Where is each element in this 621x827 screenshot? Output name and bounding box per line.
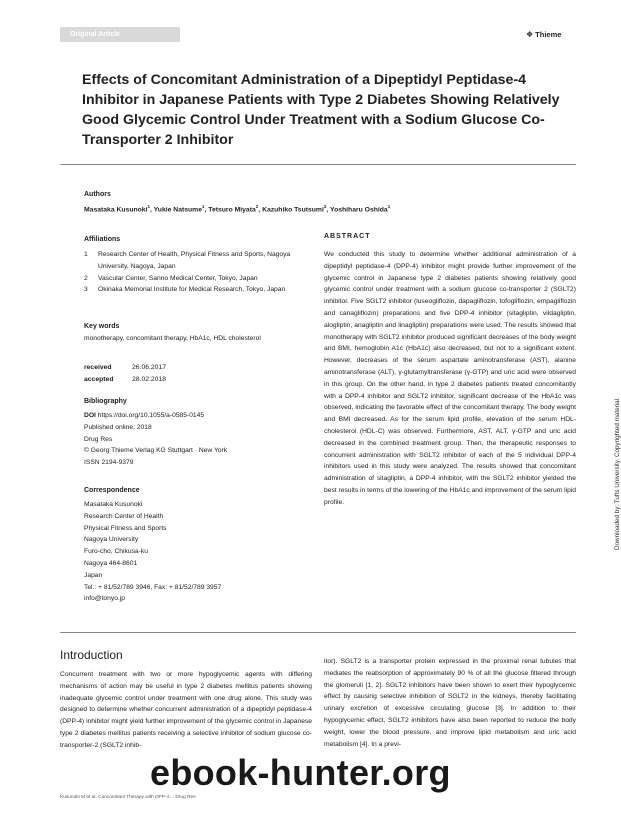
download-notice-text: Downloaded by: Tufts University. Copyrighted material. bbox=[614, 397, 621, 550]
journal-line: Drug Res bbox=[84, 435, 113, 443]
received-label: received bbox=[84, 364, 112, 371]
author-affil-sup: 1 bbox=[387, 204, 391, 209]
affiliation-item bbox=[84, 284, 310, 296]
correspondence-line: Furo-cho, Chikusa-ku bbox=[84, 548, 148, 556]
introduction-heading: Introduction bbox=[60, 648, 123, 662]
publisher-logo bbox=[526, 30, 561, 39]
article-type-badge: Original Article bbox=[60, 27, 180, 42]
author: Yukie Natsume bbox=[153, 206, 202, 214]
published-line: Published online: 2018 bbox=[84, 423, 152, 431]
copyright-line: © Georg Thieme Verlag KG Stuttgart · New York bbox=[84, 447, 228, 455]
accepted-label: accepted bbox=[84, 376, 114, 383]
accepted-date bbox=[84, 376, 166, 383]
received-date bbox=[84, 364, 166, 371]
authors-label: Authors bbox=[84, 191, 111, 198]
authors-list: Masataka Kusunoki$^1$, Yukie Natsume$^1$, Tetsuro Miyata$^2$, Kazuhiko Tsutsumi$^3$, Yoshiharu Oshida$^1$ bbox=[84, 204, 391, 214]
correspondence-block bbox=[84, 499, 221, 605]
affiliation-text: Vascular Center, Sanno Medical Center, Tokyo, Japan bbox=[98, 274, 258, 282]
correspondence-line: Tel.: + 81/52/789 3946, Fax: + 81/52/789 3957 bbox=[84, 583, 222, 591]
keywords-label: Key words bbox=[84, 323, 120, 330]
correspondence-email[interactable]: info@tonyo.jp bbox=[84, 595, 125, 603]
watermark: ebook-hunter.org bbox=[150, 752, 451, 793]
author-affil-sup: 1 bbox=[202, 204, 205, 209]
affiliations-list bbox=[84, 249, 310, 296]
author-affil-sup: 2 bbox=[255, 204, 259, 209]
bibliography-label: Bibliography bbox=[84, 398, 127, 405]
doi-label: DOI bbox=[84, 412, 96, 419]
doi-link[interactable]: https://doi.org/10.1055/a-0585-0145 bbox=[97, 412, 205, 419]
author: Tetsuro Miyata bbox=[208, 206, 256, 214]
divider-top bbox=[60, 164, 576, 165]
issn-line: ISSN 2194-9379 bbox=[84, 459, 134, 467]
introduction-column-right: itor). SGLT2 is a transporter protein expressed in the proximal renal tubules that mediates the reabsorption of approximately 90 % of all the glucose filtered through the glomeruli [1, 2]. SGLT2 inhibitors have been shown to exert their hypoglycemic effect by causing selective inhibition of SGLT2 in the kidneys, thereby facilitating urinary excretion of excessive circulating glucose [3]. In addition to their hypoglycemic effect, SGLT2 inhibitors have also been reported to reduce the body weight, lower the blood pressure, and improve lipid metabolism and uric acid metabolism [4]. In a previ- bbox=[324, 658, 576, 748]
received-value: 26.06.2017 bbox=[132, 364, 167, 371]
correspondence-line: Nagoya University bbox=[84, 536, 139, 544]
affiliation-number: 1 bbox=[84, 251, 88, 258]
divider-bottom bbox=[60, 632, 576, 633]
doi-line bbox=[84, 410, 227, 422]
correspondence-line: Physical Fitness and Sports bbox=[84, 524, 167, 532]
introduction-column-left: Concurrent treatment with two or more hypoglycemic agents with differing mechanisms of action may be useful in type 2 diabetes mellitus patients showing inadequate glycemic control under treatment with one drug alone. This study was designed to determine whether concurrent administration of a dipeptidyl peptidase-4 (DPP-4) inhibitor might yield further improvement of the glycemic control in Japanese type 2 diabetes mellitus patients receiving a selective inhibitor of sodium glucose co-transporter-2 (SGLT2 inhib- bbox=[60, 671, 312, 749]
keywords-text: monotherapy, concomitant therapy, HbA1c, HDL cholesterol bbox=[84, 335, 261, 342]
correspondence-line: Nagoya 464-8601 bbox=[84, 559, 138, 567]
thieme-logo-icon: ❖ bbox=[526, 30, 534, 39]
author: Masataka Kusunoki bbox=[84, 206, 148, 214]
author: Kazuhiko Tsutsumi bbox=[262, 206, 324, 214]
article-title: Effects of Concomitant Administration of a Dipeptidyl Peptidase-4 Inhibitor in Japanese Patients with Type 2 Diabetes Showing Relatively Good Glycemic Control Under Treatment with a Sodium Glucose Co-Transporter 2 Inhibitor bbox=[82, 72, 560, 148]
page-footer: Kusunoki M et al. Concomitant Therapy with DPP-4… Drug Res bbox=[60, 795, 196, 800]
author: Yoshiharu Oshida bbox=[330, 206, 388, 214]
abstract-label: ABSTRACT bbox=[324, 233, 371, 240]
download-notice bbox=[604, 250, 621, 550]
bibliography-block bbox=[84, 410, 227, 469]
correspondence-line: Masataka Kusunoki bbox=[84, 501, 143, 508]
affiliation-item bbox=[84, 273, 310, 285]
publisher-name: Thieme bbox=[535, 30, 562, 39]
author-affil-sup: 1 bbox=[147, 204, 150, 209]
affiliation-text: Okinaka Memorial Institute for Medical Research, Tokyo, Japan bbox=[98, 286, 286, 294]
affiliations-label: Affiliations bbox=[84, 236, 121, 243]
affiliation-number: 2 bbox=[84, 274, 88, 282]
author-affil-sup: 3 bbox=[323, 204, 327, 209]
affiliation-text: Research Center of Health, Physical Fitness and Sports, Nagoya University, Nagoya, Japan bbox=[98, 251, 291, 270]
affiliation-item bbox=[84, 249, 310, 273]
correspondence-line: Japan bbox=[84, 571, 103, 579]
correspondence-line: Research Center of Health bbox=[84, 512, 164, 520]
accepted-value: 28.02.2018 bbox=[132, 376, 167, 383]
correspondence-label: Correspondence bbox=[84, 487, 140, 494]
abstract-text: We conducted this study to determine whether additional administration of a dipeptidyl peptidase-4 (DPP-4) inhibitor might provide further improvement of the glycemic control in Japanese type 2 diabetes patients showing relatively good glycemic control under treatment with a sodium glucose co-transporter 2 (SGLT2) inhibitor. Five SGLT2 inhibitor (luseogliflozin, dapagliflozin, tofogliflozin, empagliflozin and canagliflozin) preparations and five DPP-4 inhibitor (sitagliptin, vildagliptin, alogliptin, anagliptin and linagliptin) preparations were used. The results showed that monotherapy with SGLT2 inhibitor produced significant decreases of the body weight and BMI, hemoglobin A1c (HbA1c) also decreased, but not to a significant extent. However, decreases of the serum aspartate aminotransferase (AST), alanine aminotransferase (ALT), γ-glutamyltransferase (γ-GTP) and uric acid were observed in this group. On the other hand, in type 2 diabetes patients treated concomitantly with a DPP-4 inhibitor and SGLT2 inhibitor, significant decrease of the HbA1c was observed, indicating the favorable effect of the concomitant therapy. The body weight and BMI decreased. As for the serum lipid profile, elevation of the serum HDL-cholesterol (HDL-C) was observed. Furthermore, AST, ALT, γ-GTP and uric acid decreased in the combined treatment group. Then, the therapeutic responses to concurrent administration with SGLT2 inhibitor of each of the 5 individual DPP-4 inhibitors used in this study were analyzed. The results showed that concomitant administration of sitagliptin, a DPP-4 inhibitor, with the SGLT2 inhibitor yielded the best results in terms of the lowering of the HbA1c and improvement of the serum lipid profile. bbox=[324, 251, 577, 506]
affiliation-number: 3 bbox=[84, 286, 88, 294]
